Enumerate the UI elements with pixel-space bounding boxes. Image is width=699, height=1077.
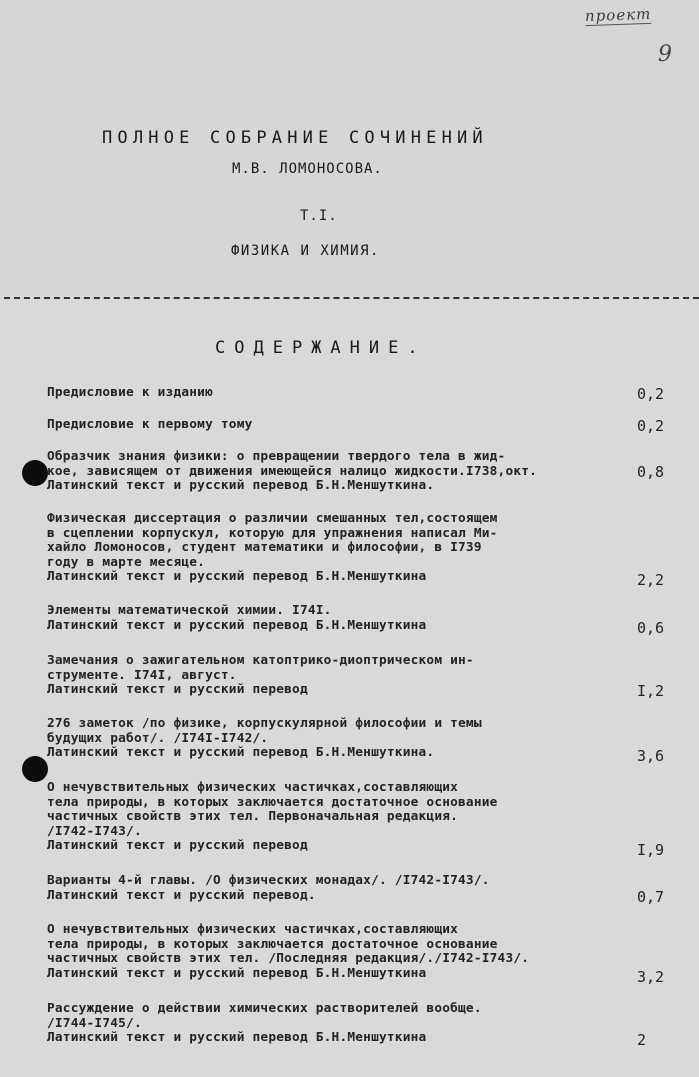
entry-title: Элементы математической химии. I74I. Латинский текст и русский перевод Б.Н.Меншуткина [47, 603, 427, 633]
contents-entry [47, 780, 687, 859]
entry-volume: 2 [637, 1031, 647, 1049]
entry-volume: 3,2 [637, 968, 665, 986]
contents-entry [47, 654, 687, 698]
contents-entry [47, 716, 687, 765]
page-number: 9 [658, 42, 672, 67]
entry-title: Образчик знания физики: о превращении твердого тела в жид- кое, зависящем от движения имеющейся налицо жидкости.I738,окт. Латинский текст и русский перевод Б.Н.Меншуткина. [47, 449, 538, 493]
entry-volume: 0,6 [637, 619, 665, 637]
entry-title: Предисловие к первому тому [47, 417, 253, 432]
entry-volume: 0,8 [637, 463, 665, 481]
entry-title: О нечувствительных физических частичках,составляющих тела природы, в которых заключается достаточное основание частичных свойств этих тел. Первоначальная редакция. /I742-I743/. Латинский текст и русский перевод [47, 780, 498, 853]
collection-title: ПОЛНОЕ СОБРАНИЕ СОЧИНЕНИЙ [102, 128, 488, 148]
entry-title: Рассуждение о действии химических растворителей вообще. /I744-I745/. Латинский текст и русский перевод Б.Н.Меншуткина [47, 1001, 482, 1045]
entry-volume: I,9 [637, 841, 665, 859]
author-name: М.В. ЛОМОНОСОВА. [232, 161, 383, 177]
entry-title: О нечувствительных физических частичках,составляющих тела природы, в которых заключается достаточное основание частичных свойств этих тел. /Последняя редакция/./I742-I743/. Латинский текст и русский перевод Б.Н.Меншуткина [47, 922, 530, 981]
volume-number: Т.I. [300, 208, 338, 224]
contents-entry [47, 1001, 687, 1049]
entry-volume: I,2 [637, 682, 665, 700]
punch-hole [22, 460, 48, 486]
entry-title: Варианты 4-й главы. /О физических монадах/. /I742-I743/. Латинский текст и русский перевод. [47, 873, 490, 903]
contents-heading: СОДЕРЖАНИЕ. [215, 338, 427, 358]
entry-title: Предисловие к изданию [47, 385, 213, 400]
contents-entry [47, 873, 687, 906]
entry-title: 276 заметок /по физике, корпускулярной философии и темы будущих работ/. /I74I-I742/. Латинский текст и русский перевод Б.Н.Меншуткина. [47, 716, 482, 760]
dashed-divider [4, 297, 699, 299]
entry-volume: 3,6 [637, 747, 665, 765]
entry-volume: 0,2 [637, 385, 665, 403]
volume-subject: ФИЗИКА И ХИМИЯ. [231, 243, 380, 259]
draft-stamp: проект [584, 4, 652, 26]
punch-hole [22, 756, 48, 782]
contents-entry [47, 386, 687, 401]
contents-entry [47, 511, 687, 589]
entry-volume: 2,2 [637, 571, 665, 589]
entry-title: Физическая диссертация о различии смешанных тел,состоящем в сцеплении корпускул, которую для упражнения написал Ми- хайло Ломоносов, студент математики и философии, в I739 году в марте месяце. Латинский текст и русский перевод Б.Н.Меншуткина [47, 511, 498, 584]
contents-entry [47, 922, 687, 986]
entry-volume: 0,7 [637, 888, 665, 906]
entry-title: Замечания о зажигательном катоптрико-диоптрическом ин- струменте. I74I, август. Латинский текст и русский перевод [47, 653, 474, 697]
contents-entry [47, 418, 687, 433]
entry-volume: 0,2 [637, 417, 665, 435]
contents-entry [47, 450, 687, 494]
contents-entry [47, 603, 687, 637]
